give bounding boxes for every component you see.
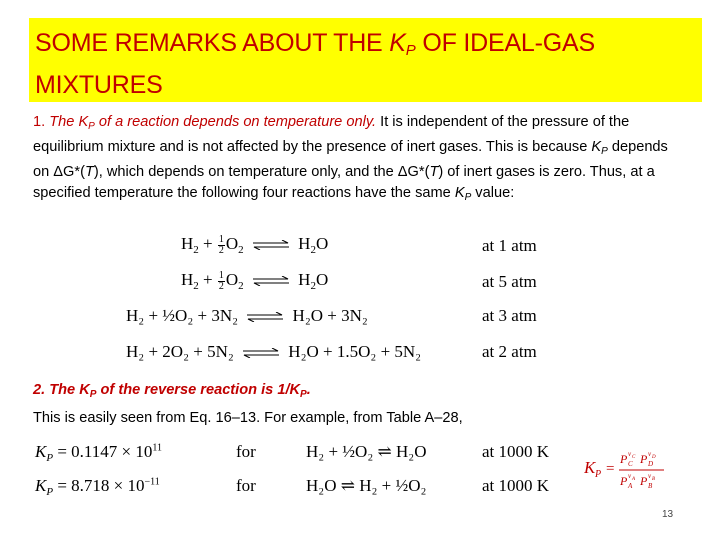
svg-text:D: D (652, 455, 656, 460)
svg-text:P: P (620, 452, 628, 466)
reaction-3-condition: at 3 atm (482, 306, 537, 325)
reaction-2: $H_2$ + $\frac{1}{2}$ $O_2$ $H_2O$ (181, 269, 329, 292)
svg-text:ν: ν (648, 472, 652, 480)
svg-text:ν: ν (628, 450, 632, 458)
formula-equals: = (606, 461, 615, 477)
example-2-kp-value: $K_P = 8.718 \times 10^{-11}$ (35, 476, 160, 498)
svg-text:P: P (640, 452, 648, 466)
example-1-reaction: H₂ + ½O₂ ⇌ H₂O (306, 442, 427, 461)
svg-text:P: P (640, 474, 648, 488)
reaction-1: $H_2$ + $\frac{1}{2}$ $O_2$ $H_2O$ (181, 233, 329, 256)
remark-2-heading: 2. The $K_P$ of the reverse reaction is $1/K_P$. (33, 382, 311, 400)
example-2-condition: at 1000 K (482, 476, 550, 495)
svg-text:B: B (652, 477, 656, 482)
equilibrium-arrow-icon (252, 276, 290, 286)
remark-2-text: This is easily seen from Eq. 16–13. For example, from Table A–28, (33, 410, 463, 426)
kp-formula (584, 446, 680, 492)
reaction-3-lhs: H₂ + ½O₂ + 3N₂ (126, 306, 239, 325)
reaction-4-rhs: H₂O + 1.5O₂ + 5N₂ (288, 342, 422, 361)
equilibrium-arrow-icon (242, 348, 280, 358)
formula-kp: K (584, 458, 596, 477)
fraction: $\frac{1}{2}$ (218, 233, 224, 256)
reaction-3-rhs: H₂O + 3N₂ (292, 306, 368, 325)
formula-fraction-picture (619, 450, 664, 490)
example-1-condition: at 1000 K (482, 442, 550, 461)
svg-text:ν: ν (648, 450, 652, 458)
example-2-for: for (236, 476, 256, 495)
page-number: 13 (662, 509, 674, 520)
example-1-kp-value: $K_P = 0.1147 \times 10^{11}$ (35, 442, 163, 464)
svg-text:B: B (648, 482, 653, 490)
svg-text:A: A (632, 477, 636, 482)
svg-text:C: C (632, 455, 636, 460)
reaction-1-condition: at 1 atm (482, 236, 537, 255)
remark-1-paragraph: 1. The $K_P$ of a reaction depends on temperature only. It is independent of the pressure of the equilibrium mixture and is not affected by the presence of inert gases. This is because $K_P$ depends on ΔG*(T), which depends on temperature only, and the ΔG*(T) of inert gases is zero. Thus, at a specified temperature the following four reactions have the same $K_P$ value: (33, 114, 668, 203)
reaction-3 (126, 306, 368, 326)
example-1-for: for (236, 442, 256, 461)
slide-title: SOME REMARKS ABOUT THE $K_P$ OF IDEAL-GAS MIXTURES (35, 29, 595, 99)
reaction-4 (126, 342, 421, 362)
svg-text:ν: ν (628, 472, 632, 480)
formula-kp-subscript: P (595, 469, 602, 480)
equilibrium-arrow-icon (252, 240, 290, 250)
example-2-reaction: H₂O ⇌ H₂ + ½O₂ (306, 476, 427, 495)
svg-text:A: A (628, 482, 633, 490)
svg-text:D: D (648, 460, 654, 468)
reaction-4-condition: at 2 atm (482, 342, 537, 361)
svg-text:P: P (620, 474, 628, 488)
fraction: $\frac{1}{2}$ (218, 269, 224, 292)
reaction-4-lhs: H₂ + 2O₂ + 5N₂ (126, 342, 234, 361)
svg-text:C: C (628, 460, 633, 468)
reaction-2-condition: at 5 atm (482, 272, 537, 291)
equilibrium-arrow-icon (246, 312, 284, 322)
title-banner (29, 18, 702, 102)
